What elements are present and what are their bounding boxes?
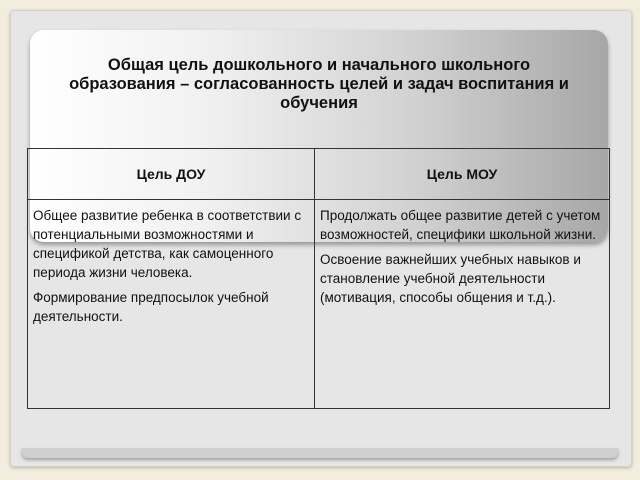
slide-bottom-strip [22, 448, 618, 458]
mou-goal-cell [315, 200, 610, 409]
title-line: обучения [280, 94, 358, 112]
mou-goal-paragraph: Освоение важнейших учебных навыков и становление учебной деятельности (мотивация, способы общения и т.д.). [320, 252, 581, 305]
header-mou-goal: Цель МОУ [315, 149, 610, 200]
slide-title [30, 56, 608, 113]
header-dou-goal: Цель ДОУ [28, 149, 315, 200]
table-header-row [28, 149, 610, 200]
mou-goal-paragraph: Продолжать общее развитие детей с учетом возможностей, специфики школьной жизни. [320, 208, 601, 242]
title-line: Общая цель дошкольного и начального школьного [107, 56, 531, 74]
goals-table [27, 148, 610, 409]
dou-goal-cell [28, 200, 315, 409]
dou-goal-paragraph: Формирование предпосылок учебной деятельности. [33, 290, 269, 324]
title-line: образования – согласованность целей и задач воспитания и [69, 75, 569, 93]
dou-goal-paragraph: Общее развитие ребенка в соответствии с потенциальными возможностями и спецификой детства, как самоценного периода жизни человека. [33, 208, 302, 280]
table-row [28, 200, 610, 409]
